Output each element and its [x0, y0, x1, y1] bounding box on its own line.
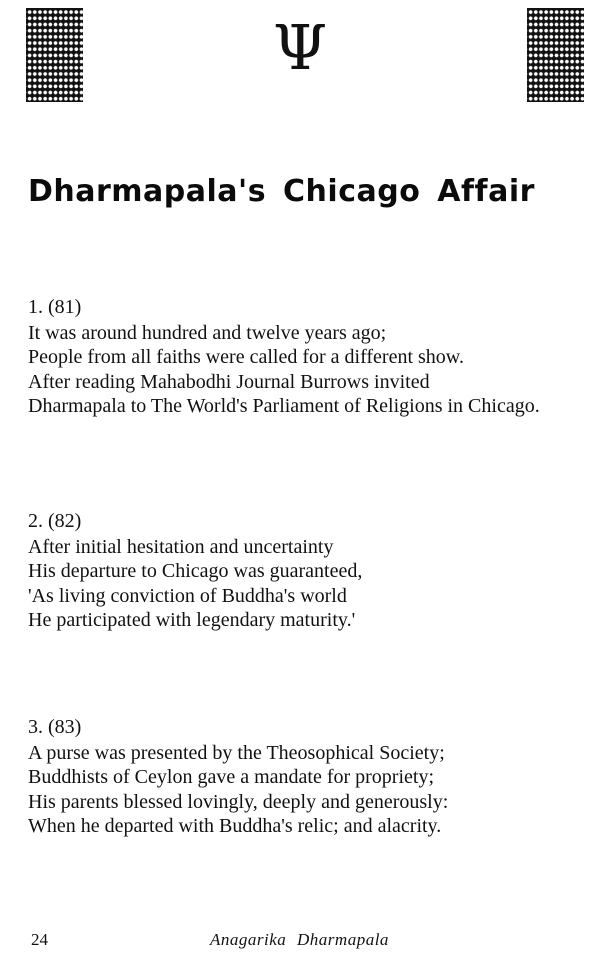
page-number: 24	[31, 930, 48, 949]
stanza-line: 'As living conviction of Buddha's world	[28, 584, 347, 607]
psi-symbol-icon: Ψ	[272, 11, 328, 84]
right-ornament-icon	[527, 8, 584, 102]
chapter-title: Dharmapala's Chicago Affair	[28, 174, 535, 209]
running-title: Anagarika Dharmapala	[210, 930, 389, 949]
stanza-number: 2. (82)	[28, 510, 82, 532]
stanza-line: People from all faiths were called for a different show.	[28, 346, 464, 368]
stanza-line: A purse was presented by the Theosophical Society;	[28, 741, 445, 764]
stanza-2	[28, 509, 588, 633]
stanza-line: He participated with legendary maturity.'	[28, 609, 356, 631]
stanza-line: When he departed with Buddha's relic; and alacrity.	[28, 815, 442, 837]
stanza-number: 1. (81)	[28, 296, 82, 318]
stanza-line: Dharmapala to The World's Parliament of Religions in Chicago.	[28, 395, 540, 417]
stanza-1	[28, 295, 588, 419]
stanza-3	[28, 715, 588, 839]
stanza-line: Buddhists of Ceylon gave a mandate for propriety;	[28, 766, 435, 788]
stanza-line: After initial hesitation and uncertainty	[28, 535, 334, 558]
page-footer	[0, 930, 600, 954]
stanza-line: His parents blessed lovingly, deeply and generously:	[28, 790, 449, 813]
stanza-line: His departure to Chicago was guaranteed,	[28, 560, 363, 582]
stanza-line: It was around hundred and twelve years ago;	[28, 321, 387, 344]
stanza-line: After reading Mahabodhi Journal Burrows invited	[28, 370, 430, 393]
stanza-number: 3. (83)	[28, 716, 82, 738]
